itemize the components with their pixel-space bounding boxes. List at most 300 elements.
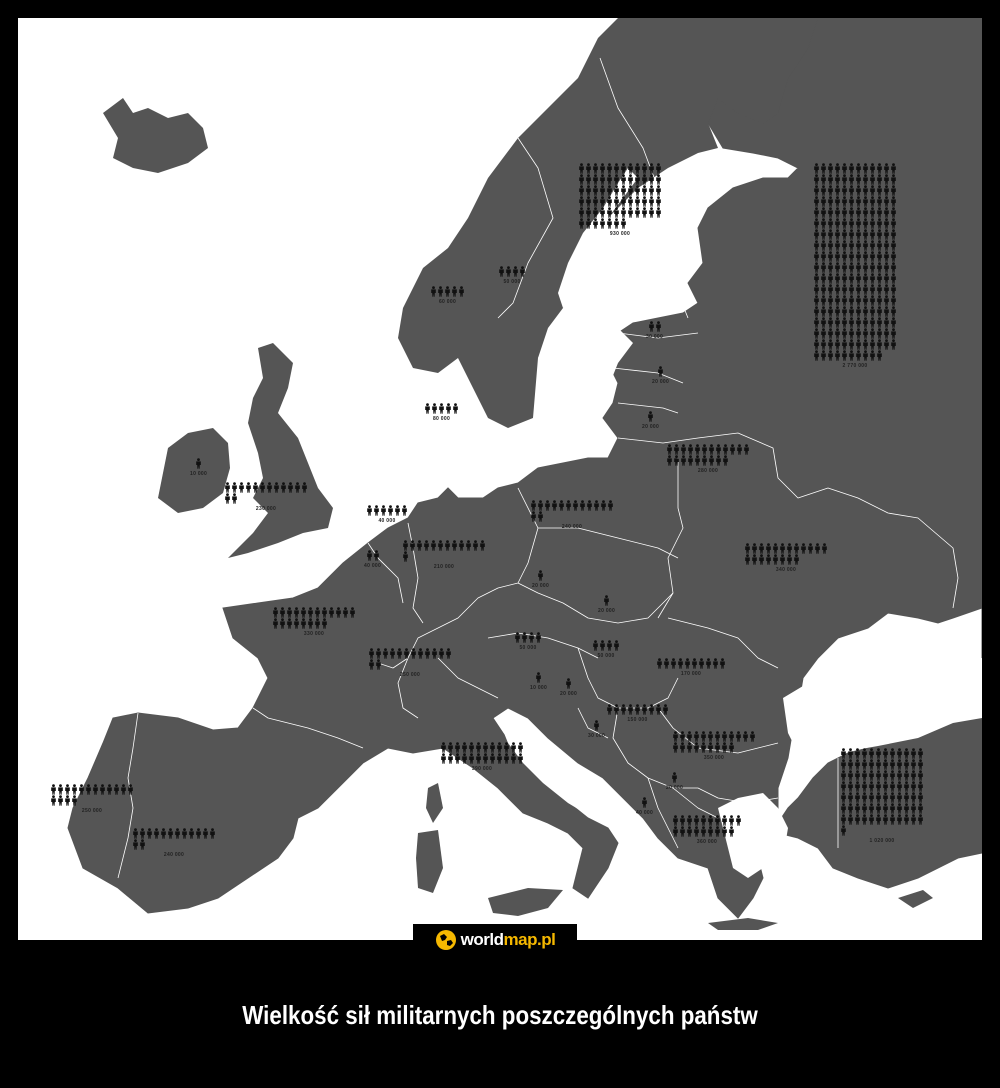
person-icon — [861, 803, 868, 814]
person-icon — [827, 174, 834, 185]
person-icon — [606, 218, 613, 229]
person-icon — [834, 240, 841, 251]
person-icon — [715, 444, 722, 455]
soldier-icons — [578, 163, 662, 229]
person-icon — [862, 240, 869, 251]
army-cluster-bosnia — [588, 720, 605, 739]
person-icon — [868, 770, 875, 781]
person-icon — [416, 540, 423, 551]
person-icon — [890, 284, 897, 295]
person-icon — [694, 455, 701, 466]
person-icon — [585, 218, 592, 229]
person-icon — [854, 781, 861, 792]
person-icon — [294, 482, 301, 493]
person-icon — [585, 174, 592, 185]
person-icon — [687, 444, 694, 455]
soldier-icons — [402, 540, 486, 562]
person-icon — [820, 163, 827, 174]
person-icon — [827, 306, 834, 317]
person-icon — [599, 196, 606, 207]
person-icon — [896, 781, 903, 792]
person-icon — [876, 328, 883, 339]
army-cluster-sweden — [498, 266, 526, 285]
person-icon — [373, 505, 380, 516]
person-icon — [472, 540, 479, 551]
person-icon — [848, 207, 855, 218]
person-icon — [132, 839, 139, 850]
person-icon — [848, 284, 855, 295]
army-size-label: 20 000 — [652, 379, 670, 385]
person-icon — [465, 540, 472, 551]
person-icon — [599, 640, 606, 651]
person-icon — [578, 207, 585, 218]
army-cluster-ireland — [190, 458, 207, 477]
person-icon — [721, 742, 728, 753]
person-icon — [820, 295, 827, 306]
person-icon — [882, 781, 889, 792]
person-icon — [677, 658, 684, 669]
person-icon — [882, 814, 889, 825]
army-cluster-belgium — [364, 550, 381, 569]
person-icon — [468, 742, 475, 753]
person-icon — [875, 803, 882, 814]
army-size-label: 350 000 — [703, 755, 725, 761]
person-icon — [890, 196, 897, 207]
person-icon — [841, 251, 848, 262]
person-icon — [896, 814, 903, 825]
person-icon — [847, 770, 854, 781]
army-size-label: 10 000 — [530, 685, 548, 691]
person-icon — [779, 543, 786, 554]
person-icon — [679, 731, 686, 742]
person-icon — [641, 704, 648, 715]
person-icon — [869, 317, 876, 328]
person-icon — [910, 814, 917, 825]
soldier-icons — [641, 797, 648, 808]
person-icon — [903, 803, 910, 814]
person-icon — [882, 803, 889, 814]
person-icon — [848, 196, 855, 207]
person-icon — [728, 826, 735, 837]
person-icon — [840, 792, 847, 803]
person-icon — [510, 742, 517, 753]
person-icon — [57, 784, 64, 795]
person-icon — [259, 482, 266, 493]
person-icon — [876, 306, 883, 317]
person-icon — [64, 784, 71, 795]
person-icon — [662, 704, 669, 715]
person-icon — [224, 493, 231, 504]
person-icon — [512, 266, 519, 277]
person-icon — [862, 196, 869, 207]
person-icon — [368, 659, 375, 670]
person-icon — [847, 803, 854, 814]
army-cluster-finland — [578, 163, 662, 237]
person-icon — [834, 229, 841, 240]
army-cluster-ukraine — [744, 543, 828, 573]
person-icon — [841, 328, 848, 339]
person-icon — [461, 742, 468, 753]
army-size-label: 330 000 — [303, 631, 325, 637]
army-size-label: 250 000 — [81, 808, 103, 814]
person-icon — [599, 207, 606, 218]
person-icon — [286, 618, 293, 629]
person-icon — [592, 640, 599, 651]
person-icon — [903, 770, 910, 781]
person-icon — [530, 500, 537, 511]
person-icon — [721, 815, 728, 826]
person-icon — [820, 240, 827, 251]
person-icon — [92, 784, 99, 795]
person-icon — [627, 163, 634, 174]
person-icon — [827, 196, 834, 207]
person-icon — [572, 500, 579, 511]
army-cluster-bulgaria — [672, 731, 756, 761]
person-icon — [917, 770, 924, 781]
person-icon — [883, 306, 890, 317]
person-icon — [840, 770, 847, 781]
person-icon — [827, 251, 834, 262]
soldier-icons — [672, 815, 742, 837]
person-icon — [627, 207, 634, 218]
person-icon — [890, 174, 897, 185]
person-icon — [431, 648, 438, 659]
person-icon — [655, 704, 662, 715]
person-icon — [606, 163, 613, 174]
person-icon — [722, 444, 729, 455]
person-icon — [827, 273, 834, 284]
person-icon — [813, 295, 820, 306]
person-icon — [445, 648, 452, 659]
person-icon — [827, 262, 834, 273]
person-icon — [475, 753, 482, 764]
person-icon — [820, 328, 827, 339]
person-icon — [882, 770, 889, 781]
person-icon — [705, 658, 712, 669]
person-icon — [585, 207, 592, 218]
army-cluster-switzerland — [368, 648, 452, 678]
army-cluster-belarus — [666, 444, 750, 474]
person-icon — [380, 505, 387, 516]
person-icon — [841, 273, 848, 284]
person-icon — [535, 632, 542, 643]
army-size-label: 40 000 — [378, 518, 396, 524]
person-icon — [883, 262, 890, 273]
person-icon — [700, 826, 707, 837]
person-icon — [279, 618, 286, 629]
person-icon — [656, 658, 663, 669]
person-icon — [620, 174, 627, 185]
person-icon — [855, 240, 862, 251]
person-icon — [558, 500, 565, 511]
person-icon — [593, 500, 600, 511]
person-icon — [673, 444, 680, 455]
army-cluster-serbia — [606, 704, 669, 723]
person-icon — [613, 218, 620, 229]
person-icon — [848, 229, 855, 240]
person-icon — [890, 262, 897, 273]
person-icon — [848, 262, 855, 273]
person-icon — [252, 482, 259, 493]
person-icon — [841, 218, 848, 229]
person-icon — [424, 403, 431, 414]
person-icon — [307, 607, 314, 618]
person-icon — [120, 784, 127, 795]
army-cluster-netherlands — [366, 505, 408, 524]
person-icon — [862, 174, 869, 185]
person-icon — [592, 174, 599, 185]
person-icon — [714, 742, 721, 753]
person-icon — [684, 658, 691, 669]
person-icon — [889, 759, 896, 770]
person-icon — [641, 207, 648, 218]
army-cluster-croatia — [560, 678, 577, 697]
person-icon — [721, 731, 728, 742]
army-size-label: 40 000 — [636, 810, 654, 816]
person-icon — [813, 317, 820, 328]
person-icon — [807, 543, 814, 554]
person-icon — [735, 815, 742, 826]
army-cluster-slovenia — [530, 672, 547, 691]
person-icon — [820, 262, 827, 273]
person-icon — [855, 284, 862, 295]
person-icon — [517, 753, 524, 764]
army-cluster-czechia — [532, 570, 549, 589]
person-icon — [451, 540, 458, 551]
person-icon — [403, 648, 410, 659]
person-icon — [869, 218, 876, 229]
person-icon — [890, 207, 897, 218]
person-icon — [648, 207, 655, 218]
person-icon — [707, 742, 714, 753]
person-icon — [855, 185, 862, 196]
person-icon — [188, 828, 195, 839]
person-icon — [620, 218, 627, 229]
person-icon — [655, 163, 662, 174]
person-icon — [627, 196, 634, 207]
person-icon — [585, 163, 592, 174]
army-cluster-denmark — [424, 403, 459, 422]
person-icon — [728, 742, 735, 753]
person-icon — [883, 196, 890, 207]
person-icon — [917, 792, 924, 803]
person-icon — [890, 251, 897, 262]
person-icon — [827, 240, 834, 251]
person-icon — [375, 659, 382, 670]
person-icon — [389, 648, 396, 659]
army-size-label: 360 000 — [696, 839, 718, 845]
person-icon — [458, 286, 465, 297]
soldier-icons — [744, 543, 828, 565]
person-icon — [834, 317, 841, 328]
person-icon — [813, 328, 820, 339]
person-icon — [876, 339, 883, 350]
person-icon — [431, 403, 438, 414]
person-icon — [869, 350, 876, 361]
soldier-icons — [514, 632, 542, 643]
person-icon — [910, 803, 917, 814]
army-size-label: 50 000 — [597, 653, 615, 659]
person-icon — [813, 350, 820, 361]
person-icon — [848, 273, 855, 284]
person-icon — [868, 759, 875, 770]
person-icon — [680, 444, 687, 455]
person-icon — [883, 273, 890, 284]
army-cluster-russia — [813, 163, 897, 369]
person-icon — [655, 185, 662, 196]
soldier-icons — [592, 640, 620, 651]
soldier-icons — [440, 742, 524, 764]
soldier-icons — [535, 672, 542, 683]
person-icon — [890, 339, 897, 350]
person-icon — [813, 174, 820, 185]
person-icon — [600, 500, 607, 511]
person-icon — [875, 770, 882, 781]
person-icon — [475, 742, 482, 753]
person-icon — [153, 828, 160, 839]
person-icon — [606, 174, 613, 185]
person-icon — [551, 500, 558, 511]
person-icon — [890, 273, 897, 284]
person-icon — [840, 825, 847, 836]
person-icon — [742, 731, 749, 742]
person-icon — [848, 163, 855, 174]
person-icon — [71, 795, 78, 806]
person-icon — [648, 704, 655, 715]
person-icon — [613, 174, 620, 185]
army-cluster-italy — [440, 742, 524, 772]
person-icon — [896, 803, 903, 814]
army-cluster-greece — [672, 815, 742, 845]
person-icon — [882, 792, 889, 803]
person-icon — [862, 306, 869, 317]
person-icon — [903, 814, 910, 825]
person-icon — [868, 792, 875, 803]
person-icon — [700, 742, 707, 753]
person-icon — [641, 797, 648, 808]
person-icon — [749, 731, 756, 742]
person-icon — [592, 207, 599, 218]
person-icon — [862, 328, 869, 339]
person-icon — [452, 403, 459, 414]
person-icon — [772, 554, 779, 565]
person-icon — [800, 543, 807, 554]
person-icon — [834, 273, 841, 284]
person-icon — [634, 704, 641, 715]
person-icon — [848, 350, 855, 361]
person-icon — [855, 317, 862, 328]
person-icon — [593, 720, 600, 731]
person-icon — [883, 174, 890, 185]
person-icon — [827, 284, 834, 295]
person-icon — [813, 339, 820, 350]
person-icon — [834, 350, 841, 361]
person-icon — [855, 295, 862, 306]
person-icon — [686, 742, 693, 753]
person-icon — [592, 163, 599, 174]
person-icon — [890, 240, 897, 251]
person-icon — [106, 784, 113, 795]
person-icon — [855, 229, 862, 240]
person-icon — [707, 826, 714, 837]
person-icon — [820, 284, 827, 295]
person-icon — [672, 742, 679, 753]
person-icon — [648, 196, 655, 207]
person-icon — [535, 672, 542, 683]
army-size-label: 230 000 — [255, 506, 277, 512]
person-icon — [238, 482, 245, 493]
person-icon — [903, 792, 910, 803]
person-icon — [458, 540, 465, 551]
army-cluster-france — [272, 607, 356, 637]
person-icon — [694, 444, 701, 455]
person-icon — [409, 540, 416, 551]
person-icon — [834, 262, 841, 273]
person-icon — [869, 229, 876, 240]
person-icon — [440, 742, 447, 753]
person-icon — [266, 482, 273, 493]
person-icon — [869, 295, 876, 306]
person-icon — [489, 742, 496, 753]
person-icon — [896, 792, 903, 803]
person-icon — [820, 196, 827, 207]
person-icon — [423, 540, 430, 551]
army-size-label: 930 000 — [609, 231, 631, 237]
person-icon — [715, 455, 722, 466]
person-icon — [869, 207, 876, 218]
person-icon — [869, 339, 876, 350]
person-icon — [862, 295, 869, 306]
person-icon — [855, 174, 862, 185]
person-icon — [868, 814, 875, 825]
person-icon — [917, 803, 924, 814]
person-icon — [758, 554, 765, 565]
person-icon — [728, 731, 735, 742]
person-icon — [841, 196, 848, 207]
person-icon — [841, 174, 848, 185]
person-icon — [813, 306, 820, 317]
person-icon — [862, 218, 869, 229]
person-icon — [606, 185, 613, 196]
person-icon — [854, 803, 861, 814]
person-icon — [786, 543, 793, 554]
army-size-label: 20 000 — [560, 691, 578, 697]
person-icon — [910, 748, 917, 759]
person-icon — [834, 295, 841, 306]
army-cluster-germany — [402, 540, 486, 570]
person-icon — [840, 759, 847, 770]
person-icon — [537, 570, 544, 581]
person-icon — [890, 328, 897, 339]
person-icon — [917, 759, 924, 770]
army-size-label: 210 000 — [433, 564, 455, 570]
army-size-label: 250 000 — [399, 672, 421, 678]
person-icon — [883, 284, 890, 295]
person-icon — [366, 505, 373, 516]
person-icon — [876, 317, 883, 328]
person-icon — [482, 742, 489, 753]
person-icon — [840, 781, 847, 792]
army-cluster-latvia — [652, 366, 669, 385]
person-icon — [280, 482, 287, 493]
person-icon — [641, 174, 648, 185]
globe-icon — [435, 929, 457, 951]
person-icon — [896, 770, 903, 781]
person-icon — [834, 284, 841, 295]
person-icon — [293, 607, 300, 618]
soldier-icons — [657, 366, 664, 377]
person-icon — [834, 163, 841, 174]
